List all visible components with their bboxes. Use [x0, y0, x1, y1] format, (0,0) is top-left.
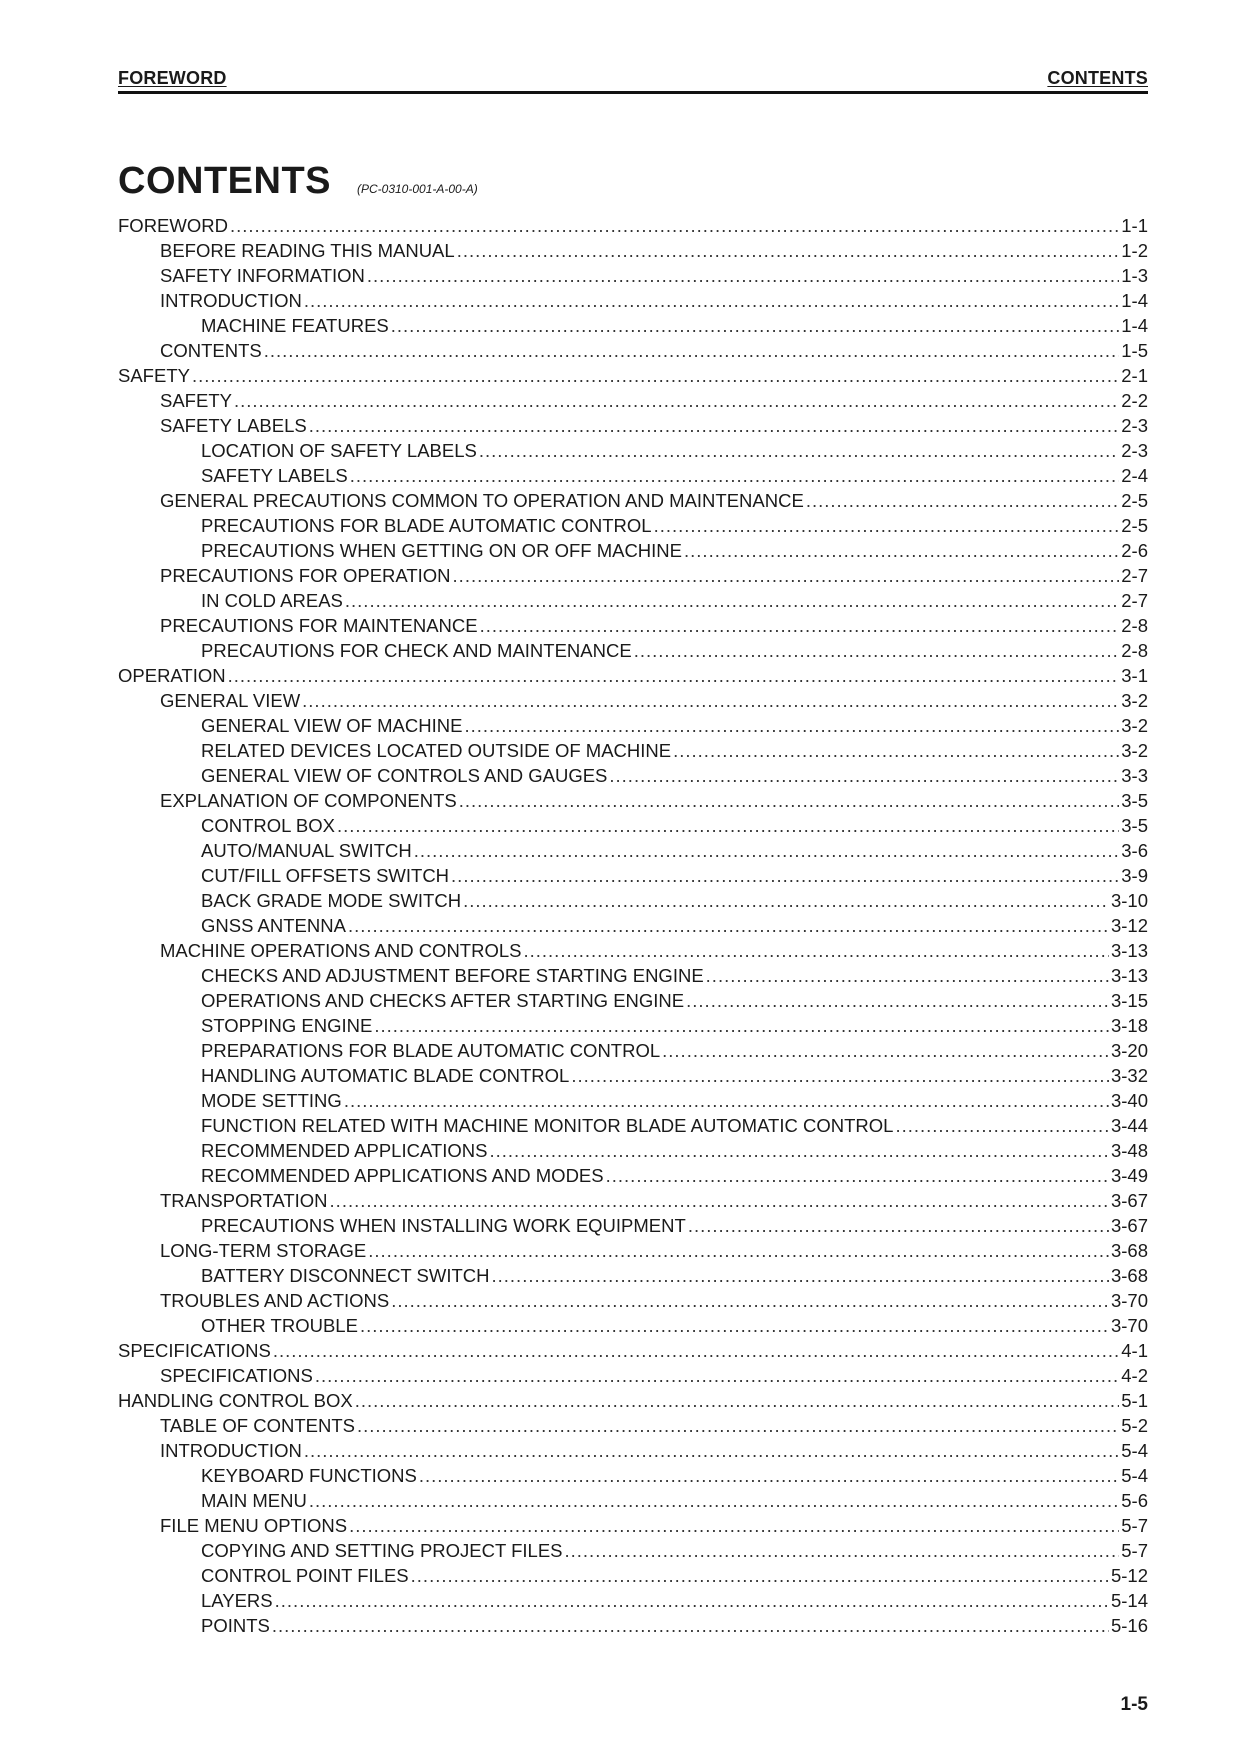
- toc-entry[interactable]: [118, 988, 1148, 1013]
- toc-entry-title: OPERATIONS AND CHECKS AFTER STARTING ENGINE: [201, 990, 685, 1011]
- toc-entry[interactable]: [118, 1363, 1148, 1388]
- toc-dot-leader: [411, 1563, 1109, 1588]
- toc-entry[interactable]: [118, 1113, 1148, 1138]
- toc-dot-leader: [414, 838, 1120, 863]
- toc-entry-page: 1-1: [1121, 215, 1148, 236]
- toc-entry-page: 3-18: [1110, 1015, 1148, 1036]
- table-of-contents: [118, 213, 1148, 1638]
- toc-entry-title: MAIN MENU: [201, 1490, 307, 1511]
- toc-dot-leader: [463, 888, 1109, 913]
- toc-dot-leader: [464, 713, 1119, 738]
- toc-entry-page: 1-5: [1121, 340, 1148, 361]
- toc-entry-page: 3-44: [1110, 1115, 1148, 1136]
- toc-entry-page: 3-2: [1121, 740, 1148, 761]
- toc-dot-leader: [609, 763, 1119, 788]
- toc-entry-title: STOPPING ENGINE: [201, 1015, 373, 1036]
- toc-entry-title: BATTERY DISCONNECT SWITCH: [201, 1265, 490, 1286]
- toc-entry-title: FOREWORD: [118, 215, 228, 236]
- toc-entry[interactable]: [118, 413, 1148, 438]
- toc-entry[interactable]: [118, 1313, 1148, 1338]
- toc-entry[interactable]: [118, 613, 1148, 638]
- toc-entry-page: 4-2: [1121, 1365, 1148, 1386]
- toc-entry-title: SAFETY LABELS: [201, 465, 348, 486]
- toc-dot-leader: [344, 1088, 1109, 1113]
- header-section-label: FOREWORD: [118, 68, 227, 88]
- toc-entry-title: GENERAL VIEW OF CONTROLS AND GAUGES: [201, 765, 608, 786]
- toc-entry-title: BEFORE READING THIS MANUAL: [160, 240, 455, 261]
- toc-entry-title: PRECAUTIONS FOR BLADE AUTOMATIC CONTROL: [201, 515, 652, 536]
- toc-dot-leader: [634, 638, 1120, 663]
- toc-entry-page: 2-5: [1121, 490, 1148, 511]
- toc-entry-page: 3-70: [1110, 1290, 1148, 1311]
- toc-dot-leader: [451, 863, 1119, 888]
- toc-entry-title: GENERAL PRECAUTIONS COMMON TO OPERATION AND MAINTENANCE: [160, 490, 804, 511]
- toc-entry[interactable]: [118, 1513, 1148, 1538]
- toc-entry-title: MODE SETTING: [201, 1090, 342, 1111]
- toc-entry-title: CUT/FILL OFFSETS SWITCH: [201, 865, 450, 886]
- toc-entry-title: SAFETY: [118, 365, 190, 386]
- toc-entry-page: 5-4: [1121, 1465, 1148, 1486]
- toc-entry[interactable]: [118, 488, 1148, 513]
- toc-entry-page: 2-4: [1121, 465, 1148, 486]
- toc-entry[interactable]: [118, 738, 1148, 763]
- toc-entry-page: 3-13: [1110, 965, 1148, 986]
- toc-entry-page: 2-5: [1121, 515, 1148, 536]
- toc-dot-leader: [480, 613, 1120, 638]
- toc-dot-leader: [391, 1288, 1109, 1313]
- toc-dot-leader: [706, 963, 1109, 988]
- toc-dot-leader: [350, 463, 1120, 488]
- toc-entry-title: TROUBLES AND ACTIONS: [160, 1290, 390, 1311]
- toc-entry-page: 2-3: [1121, 415, 1148, 436]
- toc-dot-leader: [273, 1338, 1119, 1363]
- toc-entry-title: HANDLING AUTOMATIC BLADE CONTROL: [201, 1065, 570, 1086]
- toc-entry[interactable]: [118, 1563, 1148, 1588]
- toc-entry-page: 5-4: [1121, 1440, 1148, 1461]
- toc-entry[interactable]: [118, 838, 1148, 863]
- toc-dot-leader: [302, 688, 1119, 713]
- toc-entry-page: 3-67: [1110, 1215, 1148, 1236]
- toc-dot-leader: [459, 788, 1120, 813]
- toc-entry-page: 3-40: [1110, 1090, 1148, 1111]
- toc-entry[interactable]: [118, 238, 1148, 263]
- toc-entry-page: 5-16: [1110, 1615, 1148, 1636]
- toc-entry-title: OTHER TROUBLE: [201, 1315, 358, 1336]
- header-chapter-label: CONTENTS: [1047, 68, 1148, 88]
- toc-entry-title: PRECAUTIONS FOR CHECK AND MAINTENANCE: [201, 640, 632, 661]
- toc-entry[interactable]: [118, 1488, 1148, 1513]
- toc-entry-page: 5-14: [1110, 1590, 1148, 1611]
- toc-dot-leader: [228, 663, 1120, 688]
- toc-entry-title: OPERATION: [118, 665, 226, 686]
- toc-entry[interactable]: [118, 638, 1148, 663]
- toc-entry[interactable]: [118, 1163, 1148, 1188]
- toc-entry[interactable]: [118, 1338, 1148, 1363]
- toc-entry-title: SPECIFICATIONS: [160, 1365, 313, 1386]
- page-title: CONTENTS: [118, 160, 331, 202]
- toc-dot-leader: [673, 738, 1119, 763]
- toc-entry[interactable]: [118, 863, 1148, 888]
- toc-entry-page: 3-12: [1110, 915, 1148, 936]
- toc-entry-page: 3-5: [1121, 815, 1148, 836]
- toc-entry-page: 3-3: [1121, 765, 1148, 786]
- toc-entry[interactable]: [118, 1213, 1148, 1238]
- toc-entry-title: LONG-TERM STORAGE: [160, 1240, 367, 1261]
- toc-entry-page: 3-49: [1110, 1165, 1148, 1186]
- toc-dot-leader: [309, 413, 1120, 438]
- toc-dot-leader: [565, 1538, 1120, 1563]
- toc-entry[interactable]: [118, 713, 1148, 738]
- toc-entry[interactable]: [118, 1138, 1148, 1163]
- toc-dot-leader: [419, 1463, 1119, 1488]
- toc-entry-page: 2-7: [1121, 590, 1148, 611]
- toc-entry-page: 3-68: [1110, 1240, 1148, 1261]
- toc-entry-page: 3-6: [1121, 840, 1148, 861]
- toc-entry-page: 3-5: [1121, 790, 1148, 811]
- toc-entry-page: 2-2: [1121, 390, 1148, 411]
- toc-entry-title: AUTO/MANUAL SWITCH: [201, 840, 412, 861]
- toc-entry[interactable]: [118, 1463, 1148, 1488]
- toc-entry[interactable]: [118, 313, 1148, 338]
- toc-entry-page: 5-6: [1121, 1490, 1148, 1511]
- toc-entry[interactable]: [118, 388, 1148, 413]
- running-header: [118, 68, 1148, 94]
- toc-entry[interactable]: [118, 1438, 1148, 1463]
- toc-entry[interactable]: [118, 538, 1148, 563]
- toc-entry-page: 1-4: [1121, 315, 1148, 336]
- toc-entry-title: SAFETY: [160, 390, 232, 411]
- toc-entry-title: GENERAL VIEW: [160, 690, 301, 711]
- toc-entry[interactable]: [118, 338, 1148, 363]
- toc-entry-title: EXPLANATION OF COMPONENTS: [160, 790, 457, 811]
- toc-dot-leader: [479, 438, 1119, 463]
- toc-entry[interactable]: [118, 813, 1148, 838]
- toc-dot-leader: [367, 263, 1119, 288]
- toc-entry-title: INTRODUCTION: [160, 1440, 302, 1461]
- toc-entry[interactable]: [118, 438, 1148, 463]
- toc-entry-page: 1-2: [1121, 240, 1148, 261]
- toc-entry-page: 3-48: [1110, 1140, 1148, 1161]
- toc-dot-leader: [606, 1163, 1109, 1188]
- toc-entry[interactable]: [118, 1238, 1148, 1263]
- toc-entry-page: 1-4: [1121, 290, 1148, 311]
- toc-dot-leader: [571, 1063, 1109, 1088]
- toc-entry[interactable]: [118, 788, 1148, 813]
- toc-entry[interactable]: [118, 1063, 1148, 1088]
- toc-entry-title: TABLE OF CONTENTS: [160, 1415, 355, 1436]
- toc-dot-leader: [355, 1388, 1120, 1413]
- toc-entry[interactable]: [118, 888, 1148, 913]
- title-row: [118, 160, 478, 203]
- toc-dot-leader: [337, 813, 1119, 838]
- toc-entry-page: 3-32: [1110, 1065, 1148, 1086]
- toc-entry-page: 3-20: [1110, 1040, 1148, 1061]
- toc-entry-page: 3-1: [1121, 665, 1148, 686]
- toc-dot-leader: [348, 913, 1109, 938]
- toc-entry-title: SAFETY LABELS: [160, 415, 307, 436]
- toc-entry-title: PRECAUTIONS FOR OPERATION: [160, 565, 451, 586]
- toc-entry-title: PRECAUTIONS WHEN INSTALLING WORK EQUIPMENT: [201, 1215, 686, 1236]
- toc-entry-title: CHECKS AND ADJUSTMENT BEFORE STARTING ENGINE: [201, 965, 704, 986]
- toc-dot-leader: [264, 338, 1120, 363]
- toc-entry-title: MACHINE FEATURES: [201, 315, 389, 336]
- toc-entry-page: 3-15: [1110, 990, 1148, 1011]
- toc-entry-page: 3-67: [1110, 1190, 1148, 1211]
- toc-entry[interactable]: [118, 1613, 1148, 1638]
- toc-entry-title: MACHINE OPERATIONS AND CONTROLS: [160, 940, 522, 961]
- toc-dot-leader: [330, 1188, 1109, 1213]
- toc-entry-title: CONTENTS: [160, 340, 262, 361]
- toc-entry[interactable]: [118, 663, 1148, 688]
- toc-entry-title: IN COLD AREAS: [201, 590, 343, 611]
- toc-entry[interactable]: [118, 1263, 1148, 1288]
- toc-entry-page: 5-1: [1121, 1390, 1148, 1411]
- toc-entry-page: 2-3: [1121, 440, 1148, 461]
- toc-entry-page: 3-68: [1110, 1265, 1148, 1286]
- toc-entry[interactable]: [118, 688, 1148, 713]
- toc-entry-page: 2-1: [1121, 365, 1148, 386]
- toc-entry-title: PREPARATIONS FOR BLADE AUTOMATIC CONTROL: [201, 1040, 661, 1061]
- toc-entry[interactable]: [118, 213, 1148, 238]
- toc-entry[interactable]: [118, 588, 1148, 613]
- toc-dot-leader: [523, 938, 1108, 963]
- toc-dot-leader: [688, 1213, 1109, 1238]
- toc-dot-leader: [345, 588, 1119, 613]
- toc-entry[interactable]: [118, 288, 1148, 313]
- toc-entry-page: 3-10: [1110, 890, 1148, 911]
- toc-dot-leader: [368, 1238, 1109, 1263]
- toc-entry-title: TRANSPORTATION: [160, 1190, 328, 1211]
- toc-entry-title: RECOMMENDED APPLICATIONS AND MODES: [201, 1165, 604, 1186]
- toc-entry-title: FILE MENU OPTIONS: [160, 1515, 348, 1536]
- toc-entry-title: GNSS ANTENNA: [201, 915, 346, 936]
- toc-dot-leader: [686, 988, 1109, 1013]
- toc-dot-leader: [304, 288, 1119, 313]
- toc-entry-page: 4-1: [1121, 1340, 1148, 1361]
- toc-dot-leader: [684, 538, 1119, 563]
- toc-entry[interactable]: [118, 513, 1148, 538]
- toc-entry-title: RECOMMENDED APPLICATIONS: [201, 1140, 488, 1161]
- toc-entry-title: BACK GRADE MODE SWITCH: [201, 890, 462, 911]
- toc-entry[interactable]: [118, 913, 1148, 938]
- toc-dot-leader: [192, 363, 1119, 388]
- toc-entry[interactable]: [118, 1288, 1148, 1313]
- toc-entry-title: RELATED DEVICES LOCATED OUTSIDE OF MACHINE: [201, 740, 672, 761]
- toc-entry-page: 3-9: [1121, 865, 1148, 886]
- toc-entry-title: POINTS: [201, 1615, 270, 1636]
- toc-entry-title: SAFETY INFORMATION: [160, 265, 365, 286]
- toc-dot-leader: [489, 1138, 1109, 1163]
- toc-entry[interactable]: [118, 1013, 1148, 1038]
- toc-entry-title: INTRODUCTION: [160, 290, 302, 311]
- toc-entry-title: PRECAUTIONS FOR MAINTENANCE: [160, 615, 478, 636]
- toc-entry[interactable]: [118, 563, 1148, 588]
- toc-entry-title: KEYBOARD FUNCTIONS: [201, 1465, 417, 1486]
- toc-dot-leader: [315, 1363, 1119, 1388]
- toc-entry-title: CONTROL BOX: [201, 815, 335, 836]
- toc-entry-title: COPYING AND SETTING PROJECT FILES: [201, 1540, 563, 1561]
- toc-entry-page: 1-3: [1121, 265, 1148, 286]
- toc-dot-leader: [457, 238, 1120, 263]
- toc-entry-page: 2-8: [1121, 640, 1148, 661]
- toc-dot-leader: [662, 1038, 1109, 1063]
- toc-entry-page: 5-2: [1121, 1415, 1148, 1436]
- toc-entry[interactable]: [118, 1413, 1148, 1438]
- toc-entry-page: 5-7: [1121, 1540, 1148, 1561]
- toc-dot-leader: [895, 1113, 1109, 1138]
- toc-entry-page: 3-2: [1121, 715, 1148, 736]
- toc-entry-title: LAYERS: [201, 1590, 273, 1611]
- toc-entry[interactable]: [118, 1088, 1148, 1113]
- toc-entry[interactable]: [118, 1588, 1148, 1613]
- toc-dot-leader: [654, 513, 1120, 538]
- toc-dot-leader: [374, 1013, 1109, 1038]
- toc-entry[interactable]: [118, 463, 1148, 488]
- toc-entry-title: SPECIFICATIONS: [118, 1340, 271, 1361]
- toc-dot-leader: [453, 563, 1120, 588]
- document-code: (PC-0310-001-A-00-A): [357, 182, 478, 196]
- toc-dot-leader: [309, 1488, 1119, 1513]
- toc-entry-page: 2-8: [1121, 615, 1148, 636]
- toc-dot-leader: [391, 313, 1119, 338]
- toc-entry-page: 5-7: [1121, 1515, 1148, 1536]
- toc-entry-page: 2-6: [1121, 540, 1148, 561]
- page-number: 1-5: [1120, 1694, 1148, 1715]
- toc-dot-leader: [272, 1613, 1109, 1638]
- toc-entry-page: 2-7: [1121, 565, 1148, 586]
- toc-entry[interactable]: [118, 763, 1148, 788]
- toc-dot-leader: [304, 1438, 1119, 1463]
- toc-dot-leader: [806, 488, 1119, 513]
- toc-entry-title: GENERAL VIEW OF MACHINE: [201, 715, 463, 736]
- toc-dot-leader: [275, 1588, 1109, 1613]
- toc-entry-page: 3-13: [1110, 940, 1148, 961]
- toc-entry[interactable]: [118, 963, 1148, 988]
- toc-entry[interactable]: [118, 1038, 1148, 1063]
- toc-dot-leader: [357, 1413, 1119, 1438]
- toc-entry-page: 3-2: [1121, 690, 1148, 711]
- toc-dot-leader: [234, 388, 1119, 413]
- toc-entry-title: CONTROL POINT FILES: [201, 1565, 409, 1586]
- toc-dot-leader: [360, 1313, 1109, 1338]
- toc-entry-title: LOCATION OF SAFETY LABELS: [201, 440, 477, 461]
- toc-entry[interactable]: [118, 938, 1148, 963]
- toc-dot-leader: [492, 1263, 1109, 1288]
- toc-entry[interactable]: [118, 1538, 1148, 1563]
- toc-entry-title: HANDLING CONTROL BOX: [118, 1390, 353, 1411]
- toc-dot-leader: [230, 213, 1119, 238]
- toc-entry[interactable]: [118, 1188, 1148, 1213]
- toc-dot-leader: [349, 1513, 1119, 1538]
- toc-entry-page: 5-12: [1110, 1565, 1148, 1586]
- toc-entry-page: 3-70: [1110, 1315, 1148, 1336]
- toc-entry[interactable]: [118, 263, 1148, 288]
- toc-entry-title: FUNCTION RELATED WITH MACHINE MONITOR BLADE AUTOMATIC CONTROL: [201, 1115, 894, 1136]
- toc-entry[interactable]: [118, 1388, 1148, 1413]
- toc-entry[interactable]: [118, 363, 1148, 388]
- toc-entry-title: PRECAUTIONS WHEN GETTING ON OR OFF MACHINE: [201, 540, 683, 561]
